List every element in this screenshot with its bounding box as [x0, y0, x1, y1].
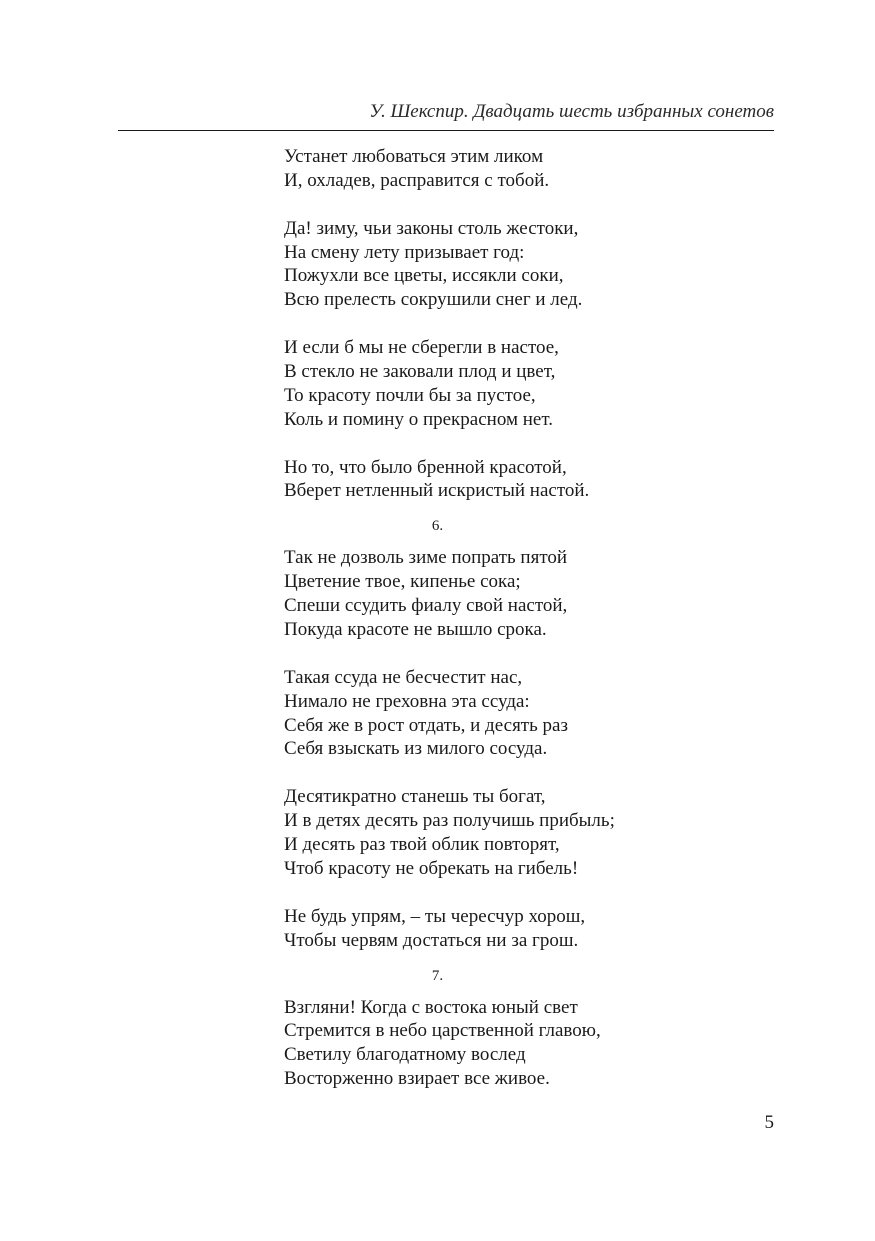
verse-line: Всю прелесть сокрушили снег и лед.: [284, 289, 583, 311]
running-head-title: У. Шекспир. Двадцать шесть избранных сонетов: [369, 101, 774, 122]
verse-line: Спеши ссудить фиалу свой настой,: [284, 595, 568, 617]
verse-line: Устанет любоваться этим ликом: [284, 146, 544, 167]
verse-line: И в детях десять раз получишь прибыль;: [284, 810, 615, 832]
verse-line: Взгляни! Когда с востока юный свет: [284, 996, 578, 1018]
verse-line: Коль и помину о прекрасном нет.: [284, 408, 553, 430]
verse-line: Нимало не греховна эта ссуда:: [284, 690, 530, 712]
verse-line: То красоту почли бы за пустое,: [284, 384, 536, 406]
verse-line: И, охладев, расправится с тобой.: [284, 169, 550, 191]
sonnet-6-number: 6.: [431, 518, 444, 535]
verse-line: В стекло не заковали плод и цвет,: [284, 361, 556, 383]
verse-line: И если б мы не сберегли в настое,: [284, 337, 559, 359]
verse-line: Но то, что было бренной красотой,: [284, 456, 567, 478]
verse-line: Десятикратно станешь ты богат,: [284, 786, 546, 808]
verse-line: И десять раз твой облик повторят,: [284, 834, 560, 856]
verse-line: Стремится в небо царственной главою,: [284, 1020, 601, 1042]
verse-line: Цветение твое, кипенье сока;: [284, 571, 521, 593]
verse-line: На смену лету призывает год:: [284, 241, 525, 263]
verse-line: Светилу благодатному вослед: [284, 1044, 526, 1066]
verse-line: Не будь упрям, – ты чересчур хорош,: [284, 905, 586, 927]
verse-line: Чтобы червям достаться ни за грош.: [284, 929, 579, 951]
page-number: 5: [764, 1112, 774, 1133]
sonnet-6: [284, 546, 724, 952]
sonnet-7-number: 7.: [431, 967, 444, 984]
verse-line: Такая ссуда не бесчестит нас,: [284, 666, 523, 688]
verse-line: Себя взыскать из милого сосуда.: [284, 738, 548, 760]
verse-line: Да! зиму, чьи законы столь жестоки,: [284, 217, 579, 239]
verse-line: Вберет нетленный искристый настой.: [284, 480, 590, 502]
verse-line: Восторженно взирает все живое.: [284, 1068, 550, 1090]
verse-line: Так не дозволь зиме попрать пятой: [284, 547, 568, 569]
verse-line: Покуда красоте не вышло срока.: [284, 619, 547, 641]
sonnet-5-ending: [284, 145, 724, 503]
verse-line: Себя же в рост отдать, и десять раз: [284, 714, 568, 736]
header-rule: [118, 130, 774, 131]
sonnet-7: [284, 996, 724, 1092]
poem-text: [284, 145, 724, 1091]
verse-line: Чтоб красоту не обрекать на гибель!: [284, 857, 579, 879]
verse-line: Пожухли все цветы, иссякли соки,: [284, 265, 564, 287]
